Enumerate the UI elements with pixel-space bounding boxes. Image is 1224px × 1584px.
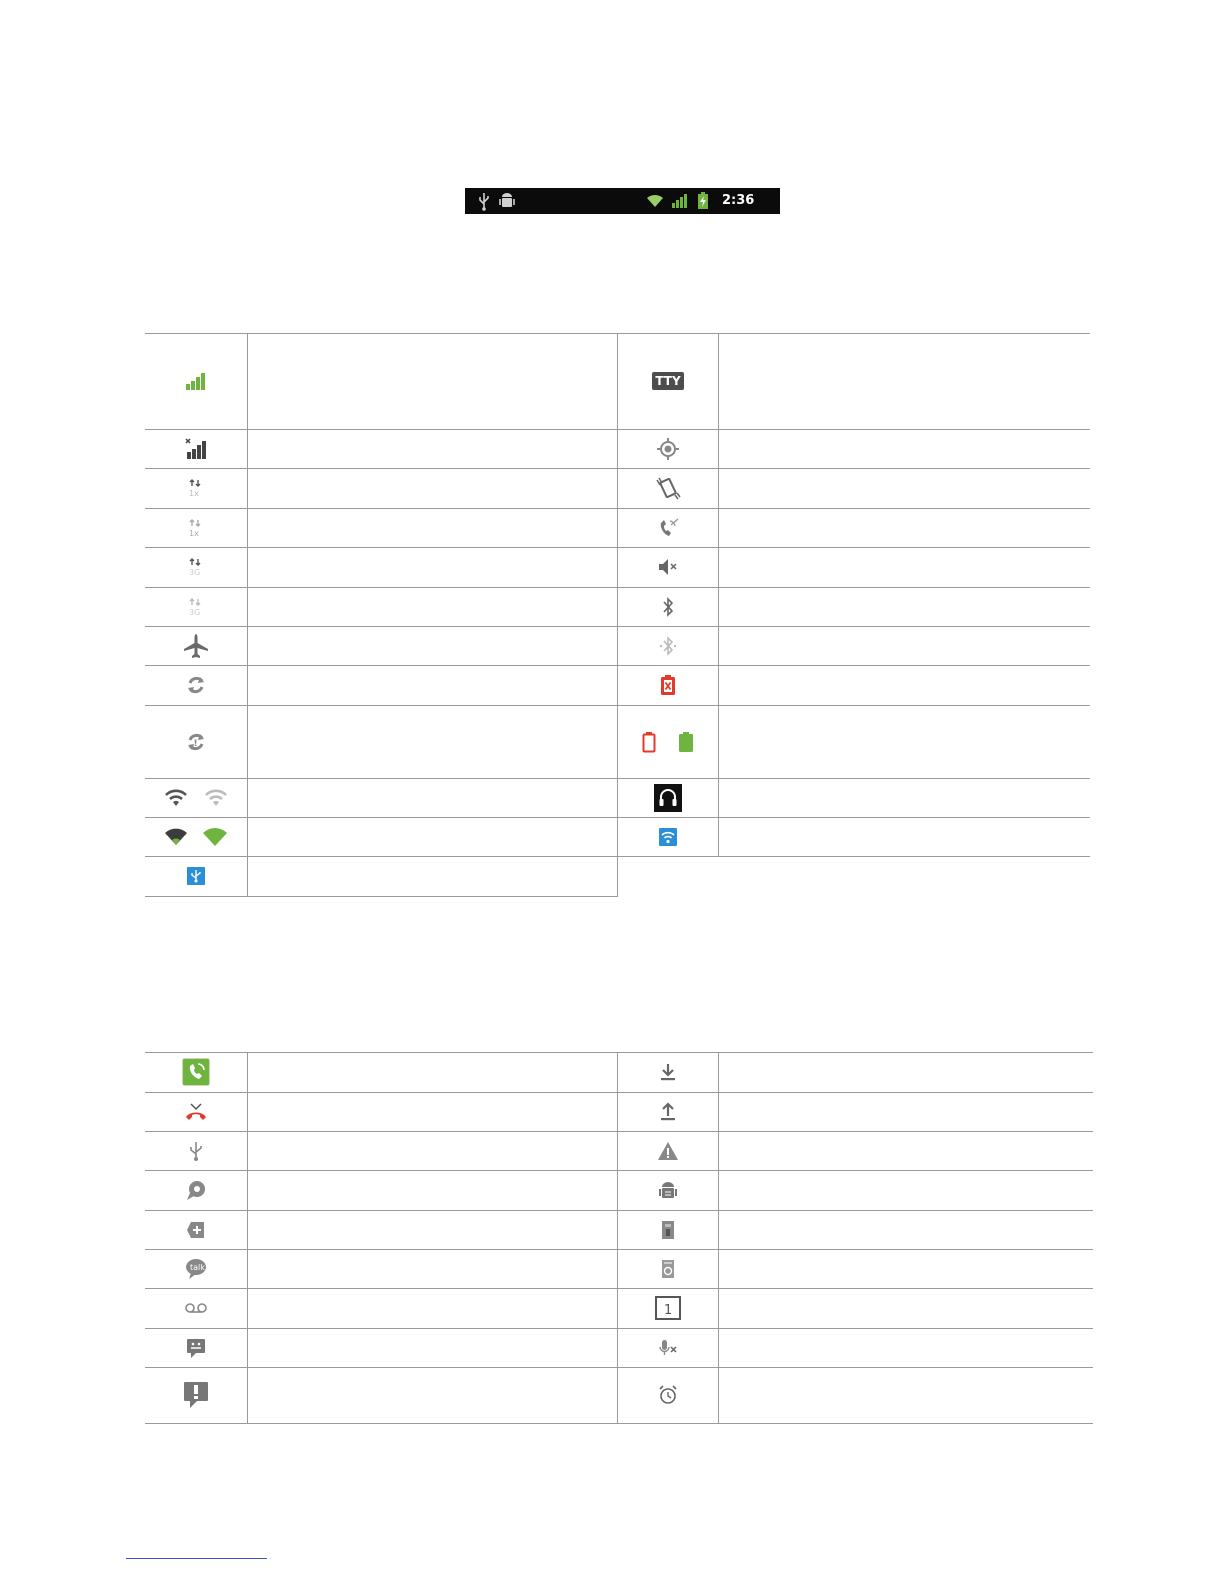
usb-debugging-icon <box>618 1170 718 1210</box>
status-bar-time: 2:36 PM <box>722 193 755 234</box>
usb-connected-icon <box>145 1131 247 1170</box>
new-message-icon <box>145 1170 247 1210</box>
svg-text:1x: 1x <box>189 528 199 538</box>
svg-text:!: ! <box>193 738 198 749</box>
wifi-icon <box>646 188 664 214</box>
missed-call-icon <box>145 1092 247 1131</box>
status-bar <box>465 188 780 234</box>
svg-text:3G: 3G <box>189 568 201 577</box>
usb-tethering-icon <box>145 856 247 896</box>
upload-icon <box>618 1092 718 1131</box>
airplane-mode-icon <box>145 626 247 665</box>
vibrate-icon <box>618 468 718 508</box>
bluetooth-connected-icon <box>618 626 718 665</box>
1x-data-in-use-icon <box>145 468 247 508</box>
3g-data-connected-icon <box>145 587 247 626</box>
status-icons-table <box>145 333 1090 897</box>
warning-icon <box>618 1131 718 1170</box>
svg-text:3G: 3G <box>189 607 201 617</box>
sd-card-prepare-icon <box>618 1249 718 1288</box>
signal-strength-icon <box>671 188 688 214</box>
call-in-progress-icon <box>145 1052 247 1092</box>
headset-icon <box>618 778 718 817</box>
speakerphone-icon <box>618 508 718 547</box>
notification-icons-table <box>145 1052 1093 1425</box>
wifi-signal-pair <box>145 817 247 856</box>
sms-error-icon <box>145 1367 247 1423</box>
wifi-pair <box>145 778 247 817</box>
signal-strength-icon <box>145 333 247 429</box>
sync-icon <box>145 665 247 705</box>
calendar-event-icon <box>618 1288 718 1328</box>
alarm-icon <box>618 1367 718 1423</box>
tty-icon <box>618 333 718 429</box>
footnote-rule <box>126 1558 267 1559</box>
gps-icon <box>618 429 718 468</box>
wifi-signal-dark-icon <box>164 828 188 846</box>
android-debug-icon <box>499 188 515 214</box>
mute-icon <box>618 547 718 587</box>
battery-low-icon <box>642 731 656 753</box>
chat-message-icon <box>145 1249 247 1288</box>
sms-icon <box>145 1328 247 1367</box>
wifi-hotspot-icon <box>618 817 718 856</box>
battery-charging-icon <box>697 188 709 214</box>
svg-text:talk: talk <box>190 1262 205 1272</box>
microphone-mute-icon <box>618 1328 718 1367</box>
battery-error-icon <box>618 665 718 705</box>
no-signal-icon <box>145 429 247 468</box>
wifi-signal-green-icon <box>202 827 228 847</box>
sync-error-icon <box>145 705 247 778</box>
bluetooth-on-icon <box>618 587 718 626</box>
sd-card-icon <box>618 1210 718 1249</box>
1x-data-connected-icon <box>145 508 247 547</box>
wifi-connected-icon <box>164 789 188 807</box>
more-notifications-icon <box>145 1210 247 1249</box>
battery-pair <box>618 705 718 778</box>
battery-full-icon <box>678 731 694 753</box>
svg-text:1x: 1x <box>189 489 199 498</box>
usb-icon <box>477 188 491 214</box>
calendar-day-label: 1 <box>664 1303 673 1318</box>
tty-label: TTY <box>652 372 683 390</box>
voicemail-icon <box>145 1288 247 1328</box>
wifi-available-icon <box>204 789 228 807</box>
download-icon <box>618 1052 718 1092</box>
3g-data-in-use-icon <box>145 547 247 587</box>
